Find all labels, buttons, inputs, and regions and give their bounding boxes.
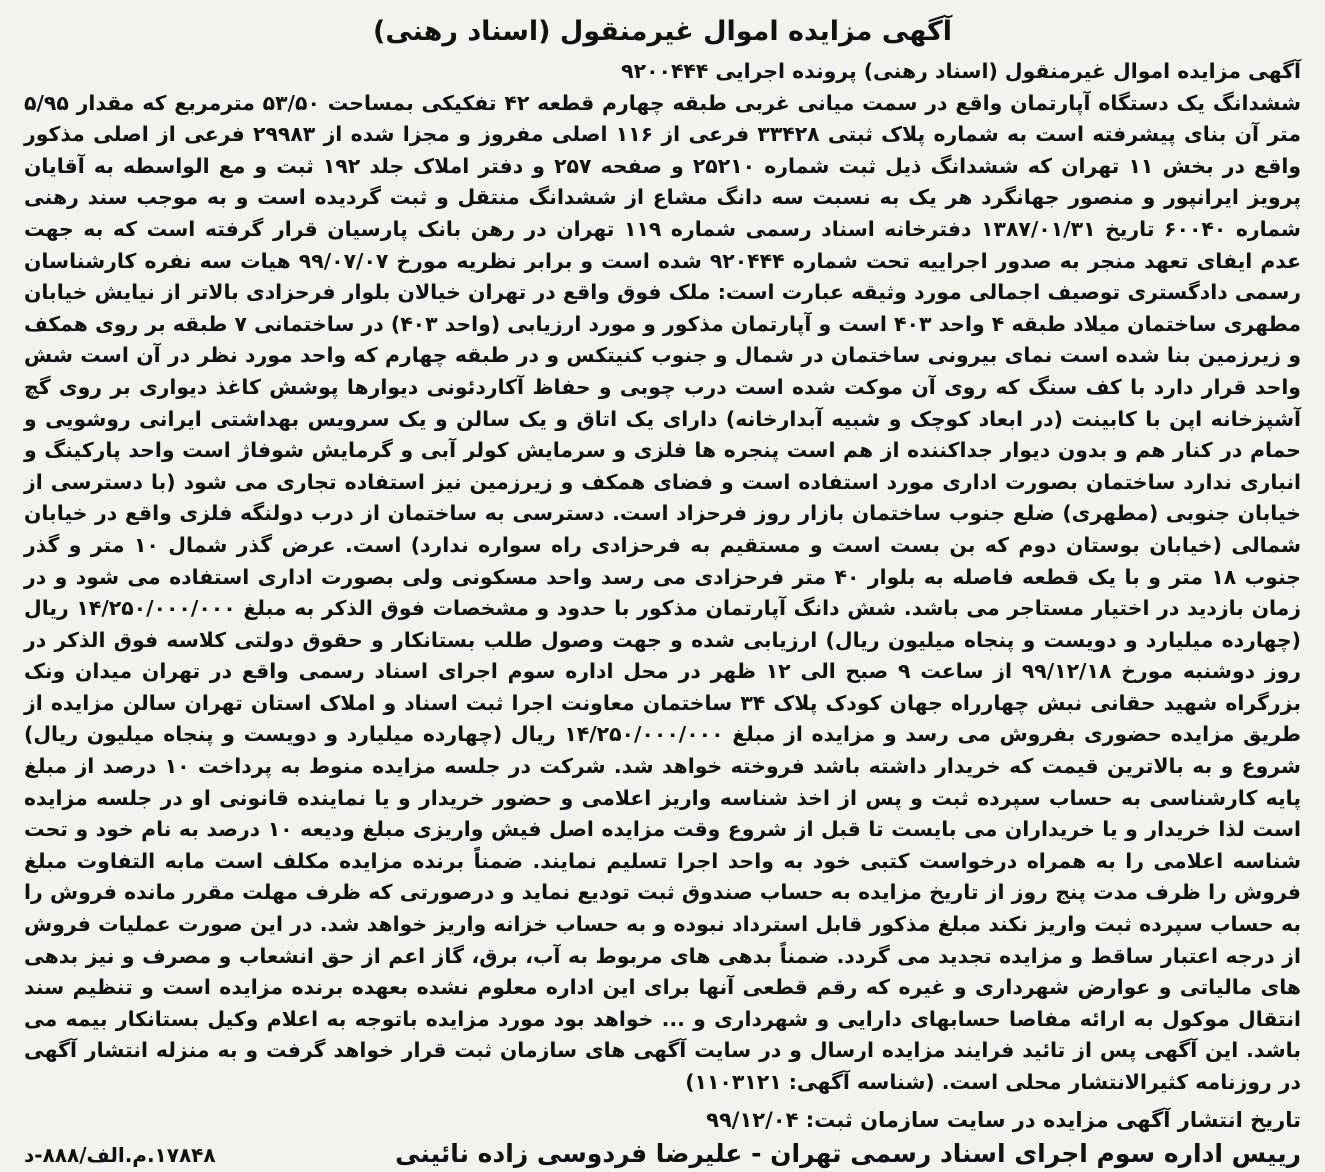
signature-row — [24, 1137, 1301, 1172]
notice-code: ۱۷۸۴۸.م.الف/۸۸۸-د — [24, 1142, 216, 1167]
notice-first-line: آگهی مزایده اموال غیرمنقول (اسناد رهنی) پرونده اجرایی ۹۲۰۰۴۴۴ — [621, 59, 1301, 83]
notice-body — [24, 56, 1301, 1099]
notice-title: آگهی مزایده اموال غیرمنقول (اسناد رهنی) — [372, 16, 952, 47]
signature: رییس اداره سوم اجرای اسناد رسمی تهران - علیرضا فردوسی زاده نائینی — [395, 1138, 1301, 1168]
notice-body-text: ششدانگ یک دستگاه آپارتمان واقع در سمت میانی غربی طبقه چهارم قطعه ۴۲ تفکیکی بمساحت ۵۳/۵۰ مترمربع که مقدار ۵/۹۵ متر آن بنای پیشرفته است به شماره پلاک ثبتی ۳۳۴۲۸ فرعی از ۱۱۶ اصلی مفروز و مجزا شده از ۲۹۹۸۳ فرعی از اصلی مذکور واقع در بخش ۱۱ تهران که ششدانگ ذیل ثبت شماره ۲۵۲۱۰ و صفحه ۲۵۷ و دفتر املاک جلد ۱۹۲ ثبت و مع الواسطه به آقایان پرویز ایرانپور و منصور جهانگرد هر یک به نسبت سه دانگ مشاع از ششدانگ منتقل و ثبت گردیده است و به موجب سند رهنی شماره ۶۰۰۴۰ تاریخ ۱۳۸۷/۰۱/۳۱ دفترخانه اسناد رسمی شماره ۱۱۹ تهران در رهن بانک پارسیان قرار گرفته است که به جهت عدم ایفای تعهد منجر به صدور اجراییه تحت شماره ۹۲۰۴۴۴ شده است و برابر نظریه مورخ ۹۹/۰۷/۰۷ هیات سه نفره کارشناسان رسمی دادگستری توصیف اجمالی مورد وثیقه عبارت است: ملک فوق واقع در تهران خیالان بلوار فرحزادی بالاتر از نیایش خیابان مطهری ساختمان میلاد طبقه ۴ واحد ۴۰۳ است و آپارتمان مذکور و مورد ارزیابی (واحد ۴۰۳) در ساختمانی ۷ طبقه بر روی همکف و زیرزمین بنا شده است نمای بیرونی ساختمان در شمال و جنوب کنیتکس و در طبقه چهارم که واحد مورد نظر در آن است شش واحد قرار دارد با کف سنگ که روی آن موکت شده است درب چوبی و حفاظ آکاردئونی دیوارها پوشش کاغذ دیواری بر روی گچ آشپزخانه اپن با کابینت (در ابعاد کوچک و شبیه آبدارخانه) دارای یک اتاق و یک سالن و یک سرویس بهداشتی ایرانی روشویی و حمام در کنار هم و بدون دیوار جداکننده از هم است پنجره ها فلزی و سرمایش کولر آبی و گرمایش شوفاژ است واحد پارکینگ و انباری ندارد ساختمان بصورت اداری مورد استفاده است و فضای همکف و زیرزمین نیز استفاده تجاری می شود (با دسترسی از خیابان جنوبی (مطهری) ضلع جنوب ساختمان بازار روز فرحزاد است. دسترسی به ساختمان از درب دولنگه فلزی واقع در خیابان شمالی (خیابان بوستان دوم که بن بست است و مستقیم به فرحزادی راه سواره ندارد) است. عرض گذر شمال ۱۰ متر و گذر جنوب ۱۸ متر و با یک قطعه فاصله به بلوار ۴۰ متر فرحزادی می رسد واحد مسکونی ولی بصورت اداری استفاده می شود و در زمان بازدید در اختیار مستاجر می باشد. شش دانگ آپارتمان مذکور با حدود و مشخصات فوق الذکر به مبلغ ۱۴/۲۵۰/۰۰۰/۰۰۰ ریال (چهارده میلیارد و دویست و پنجاه میلیون ریال) ارزیابی شده و جهت وصول طلب بستانکار و حقوق دولتی کلاسه فوق الذکر در روز دوشنبه مورخ ۹۹/۱۲/۱۸ از ساعت ۹ صبح الی ۱۲ ظهر در محل اداره سوم اجرای اسناد رسمی واقع در تهران میدان ونک بزرگراه شهید حقانی نبش چهارراه جهان کودک پلاک ۳۴ ساختمان معاونت اجرا ثبت اسناد و املاک استان تهران سالن مزایده از طریق مزایده حضوری بفروش می رسد و مزایده از مبلغ ۱۴/۲۵۰/۰۰۰/۰۰۰ ریال (چهارده میلیارد و دویست و پنجاه میلیون ریال) شروع و به بالاترین قیمت که خریدار داشته باشد فروخته خواهد شد. شرکت در جلسه مزایده منوط به پرداخت ۱۰ درصد از مبلغ پایه کارشناسی به حساب سپرده ثبت و پس از اخذ شناسه واریز اعلامی و حضور خریدار و یا نماینده قانونی او در جلسه مزایده است لذا خریدار و یا خریداران می بایست تا قبل از شروع وقت مزایده اصل فیش واریزی مبلغ ودیعه ۱۰ درصد به نام خود و تحت شناسه اعلامی را به همراه درخواست کتبی خود به واحد اجرا تسلیم نمایند. ضمناً برنده مزایده مکلف است مابه التفاوت مبلغ فروش را ظرف مدت پنج روز از تاریخ مزایده به حساب صندوق ثبت تودیع نماید و درصورتی که ظرف مهلت مقرر مانده فروش را به حساب سپرده ثبت واریز نکند مبلغ مذکور قابل استرداد نبوده و به حساب خزانه واریز خواهد شد. در این صورت عملیات فروش از درجه اعتبار ساقط و مزایده تجدید می گردد. ضمناً بدهی های مربوط به آب، برق، گاز اعم از حق انشعاب و مصرف و نیز بدهی های مالیاتی و عوارض شهرداری و غیره که رقم قطعی آنها برای این اداره معلوم نشده بعهده برنده مزایده است و تنظیم سند انتقال موکول به ارائه مفاصا حسابهای دارایی و شهرداری و ... خواهد بود مورد مزایده باتوجه به اعلام وکیل بستانکار بیمه می باشد. این آگهی پس از تائید فرایند مزایده ارسال و در سایت آگهی های سازمان ثبت قرار خواهد گرفت و به منزله انتشار آگهی در روزنامه کثیرالانتشار محلی است. (شناسه آگهی: ۱۱۰۳۱۲۱) — [24, 90, 1302, 1094]
publication-date-line: تاریخ انتشار آگهی مزایده در سایت سازمان ثبت: ۹۹/۱۲/۰۴ — [706, 1107, 1301, 1132]
